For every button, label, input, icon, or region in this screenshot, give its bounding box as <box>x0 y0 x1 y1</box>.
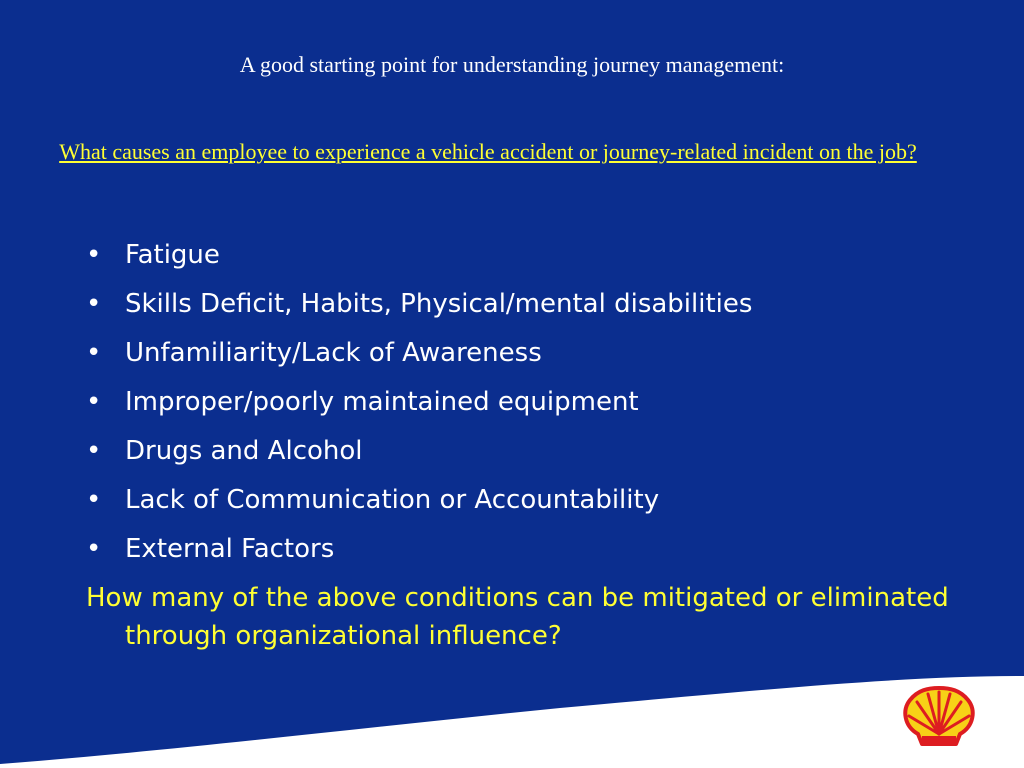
bullet-icon: • <box>86 534 102 564</box>
list-item-text: Unfamiliarity/Lack of Awareness <box>125 338 542 368</box>
list-item-text: Improper/poorly maintained equipment <box>125 387 639 417</box>
list-item-text: Skills Deficit, Habits, Physical/mental disabilities <box>125 289 753 319</box>
bullet-icon: • <box>86 387 102 417</box>
bullet-icon: • <box>86 240 102 270</box>
bullet-icon: • <box>86 289 102 319</box>
list-item-text: Drugs and Alcohol <box>125 436 363 466</box>
slide-question: What causes an employee to experience a vehicle accident or journey-related incident on the job? <box>59 139 917 164</box>
bullet-icon: • <box>86 338 102 368</box>
list-item-text: External Factors <box>125 534 335 564</box>
shell-logo-icon <box>900 686 978 750</box>
bullet-icon: • <box>86 436 102 466</box>
list-item-text: Fatigue <box>125 240 220 270</box>
list-item-text: Lack of Communication or Accountability <box>125 485 660 515</box>
slide-heading: A good starting point for understanding journey management: <box>239 52 785 77</box>
bullet-icon: • <box>86 485 102 515</box>
closing-question: How many of the above conditions can be mitigated or eliminated through organizational influence? <box>86 583 949 651</box>
